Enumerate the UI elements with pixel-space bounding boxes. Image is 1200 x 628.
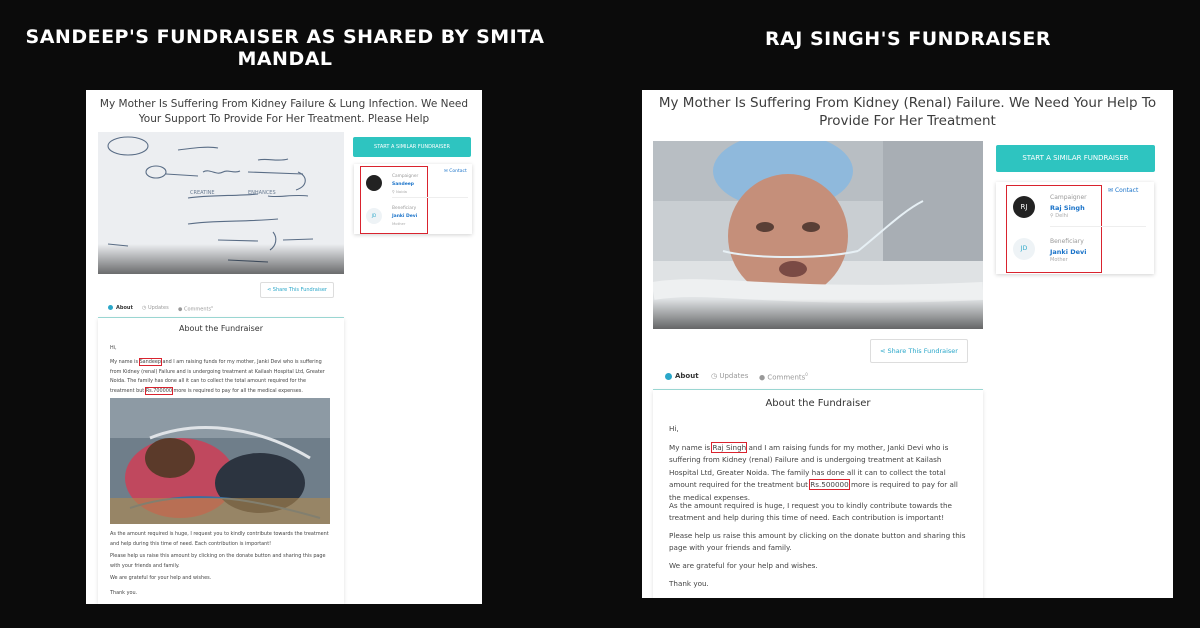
story-paragraph-5: Thank you.: [110, 590, 138, 596]
start-similar-fundraiser-button[interactable]: START A SIMILAR FUNDRAISER: [353, 137, 471, 157]
story-paragraph-4: We are grateful for your help and wishes.: [669, 561, 818, 570]
beneficiary-relation: Mother: [1050, 257, 1068, 263]
image-shade: [653, 299, 983, 329]
svg-text:ENHANCES: ENHANCES: [248, 190, 276, 196]
about-section: [98, 318, 344, 604]
highlighted-amount: Rs.500000: [810, 480, 849, 490]
globe-icon: [665, 373, 672, 380]
story-paragraph-3: Please help us raise this amount by clicking on the donate button and sharing this page with your friends and family.: [110, 553, 326, 569]
p1-part-b: and I am raising funds for my mother, Janki Devi who is suffering from Kidney (renal) Failure and is undergoing treatment at Kailash Hospital Ltd, Greater Noida. The family has done all it can to collect the total amount required for the treatment but: [110, 359, 325, 395]
contact-label: Contact: [1114, 187, 1139, 194]
left-fundraiser-screenshot: [86, 90, 482, 604]
contact-label: Contact: [449, 169, 467, 174]
contact-link[interactable]: [1108, 187, 1138, 194]
tab-updates-label: Updates: [147, 305, 169, 311]
image-shade: [98, 244, 344, 274]
beneficiary-name[interactable]: Janki Devi: [1050, 248, 1087, 256]
campaigner-card: [354, 164, 472, 234]
campaigner-location: [1050, 213, 1068, 219]
story-paragraph-1: [110, 358, 332, 397]
share-fundraiser-button[interactable]: [260, 282, 334, 298]
campaigner-location: [392, 189, 407, 194]
comments-count: 0: [211, 305, 213, 309]
contact-link[interactable]: [444, 169, 467, 174]
about-section: [653, 390, 983, 598]
start-similar-fundraiser-button[interactable]: START A SIMILAR FUNDRAISER: [996, 145, 1155, 172]
p1-part-b: and I am raising funds for my mother, Janki Devi who is suffering from Kidney (renal) Failure and is undergoing treatment at Kailash Hospital Ltd, Greater Noida. The family has done all it can to collect the total amount required for the treatment but: [669, 443, 949, 490]
greeting: Hi,: [110, 345, 117, 351]
tab-updates[interactable]: [711, 372, 748, 380]
highlighted-amount: Rs.700000: [145, 388, 172, 395]
fundraiser-title: My Mother Is Suffering From Kidney (Renal) Failure. We Need Your Help To Provide For Her Treatment: [658, 95, 1157, 129]
campaigner-label: Campaigner: [1050, 194, 1087, 201]
tab-bar: [98, 303, 344, 318]
p1-part-c: more is required to pay for all the medical expenses.: [171, 388, 303, 395]
story-paragraph-5: Thank you.: [669, 579, 709, 588]
beneficiary-avatar: JD: [1013, 238, 1035, 260]
share-label: Share This Fundraiser: [272, 287, 327, 293]
tab-updates[interactable]: [142, 305, 169, 311]
globe-icon: [108, 305, 113, 310]
right-fundraiser-screenshot: [642, 90, 1173, 598]
greeting: Hi,: [669, 424, 679, 433]
p1-part-a: My name is: [110, 359, 140, 365]
location-text: Noida: [396, 189, 407, 194]
share-label: Share This Fundraiser: [887, 347, 958, 355]
tab-comments[interactable]: [759, 372, 808, 381]
p1-part-a: My name is: [669, 443, 713, 452]
comments-count: 0: [805, 372, 808, 377]
beneficiary-label: Beneficiary: [392, 206, 417, 211]
location-pin-icon: ⚲: [1050, 213, 1054, 219]
beneficiary-label: Beneficiary: [1050, 238, 1084, 245]
comment-icon: ●: [759, 373, 766, 382]
tab-comments-label: Comments: [767, 373, 806, 382]
clock-icon: ◷: [711, 372, 718, 380]
tab-updates-label: Updates: [719, 372, 749, 380]
about-heading: About the Fundraiser: [765, 398, 871, 409]
tab-about-label: About: [116, 305, 133, 311]
tab-comments[interactable]: [178, 305, 213, 313]
location-text: Delhi: [1055, 213, 1069, 219]
svg-text:CREATINE: CREATINE: [190, 190, 215, 196]
campaigner-avatar: [366, 175, 382, 191]
mail-icon: ✉: [444, 169, 448, 174]
story-paragraph-2: As the amount required is huge, I request you to kindly contribute towards the treatment and help during this time of need. Each contribution is important!: [110, 531, 329, 547]
highlighted-name: Sandeep: [139, 359, 161, 365]
campaigner-name[interactable]: Raj Singh: [1050, 204, 1085, 212]
beneficiary-avatar: JD: [366, 208, 382, 224]
story-paragraph-3: Please help us raise this amount by clicking on the donate button and sharing this page with your friends and family.: [669, 531, 966, 553]
handwritten-note-image: [98, 132, 344, 274]
tab-about-label: About: [675, 372, 699, 380]
left-heading: SANDEEP'S FUNDRAISER AS SHARED BY SMITA MANDAL: [25, 26, 545, 70]
card-divider: [392, 197, 468, 198]
patient-hospital-image: [653, 141, 983, 329]
story-paragraph-1: [669, 442, 969, 504]
p1-part-c: more is required to pay for all the medical expenses.: [669, 480, 958, 502]
beneficiary-name[interactable]: Janki Devi: [392, 214, 418, 219]
card-divider: [1050, 226, 1146, 227]
tab-comments-label: Comments: [183, 306, 212, 313]
mail-icon: ✉: [1108, 187, 1114, 194]
fundraiser-title: My Mother Is Suffering From Kidney Failure & Lung Infection. We Need Your Support To Provide For Her Treatment. Please Help: [99, 98, 469, 125]
campaigner-label: Campaigner: [392, 174, 419, 179]
share-fundraiser-button[interactable]: [870, 339, 968, 363]
tab-bar: [653, 370, 983, 390]
beneficiary-relation: Mother: [392, 221, 406, 226]
campaigner-avatar: RJ: [1013, 196, 1035, 218]
location-pin-icon: ⚲: [392, 189, 395, 194]
tab-about[interactable]: [108, 305, 133, 311]
highlighted-name: Raj Singh: [712, 443, 747, 452]
campaigner-name[interactable]: Sandeep: [392, 182, 415, 187]
comment-icon: ●: [178, 306, 183, 313]
campaigner-card: [996, 182, 1154, 274]
story-paragraph-4: We are grateful for your help and wishes.: [110, 575, 212, 581]
share-icon: ⋖: [880, 347, 886, 355]
share-icon: ⋖: [267, 287, 272, 293]
story-paragraph-2: As the amount required is huge, I request you to kindly contribute towards the treatment and help during this time of need. Each contribution is important!: [669, 501, 952, 523]
patient-photo-drawing: [110, 398, 330, 524]
tab-about[interactable]: [665, 372, 699, 380]
right-heading: RAJ SINGH'S FUNDRAISER: [764, 28, 1052, 50]
clock-icon: ◷: [142, 305, 147, 311]
patient-photo: [110, 398, 330, 524]
about-heading: About the Fundraiser: [178, 324, 264, 333]
